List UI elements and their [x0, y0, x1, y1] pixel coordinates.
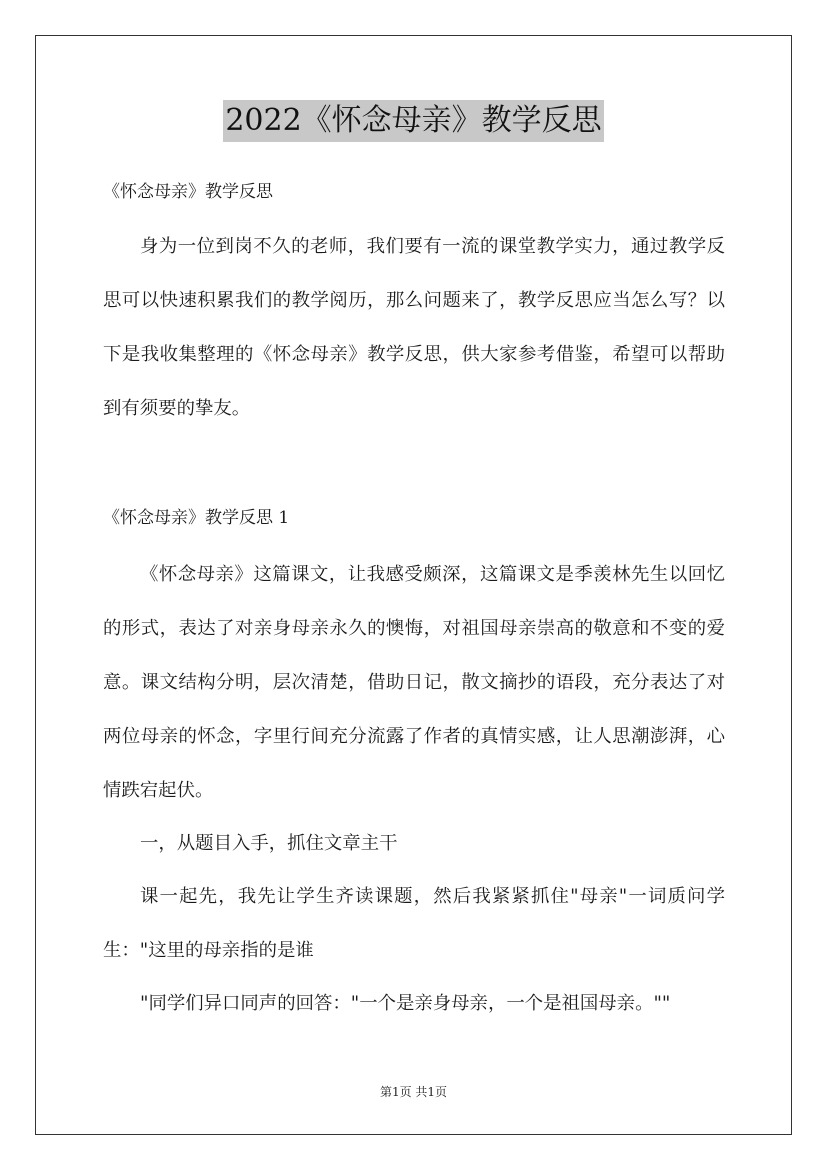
body-paragraph-2: 课一起先，我先让学生齐读课题，然后我紧紧抓住"母亲"一词质问学生："这里的母亲指的是谁: [103, 886, 725, 961]
quote-paragraph: "同学们异口同声的回答："一个是亲身母亲，一个是祖国母亲。"": [140, 993, 671, 1014]
subheading-1: 一，从题目入手，抓住文章主干: [140, 833, 398, 854]
document-title: 2022《怀念母亲》教学反思: [223, 100, 603, 142]
page-footer: 第1页 共1页: [379, 1085, 448, 1099]
section-heading: 《怀念母亲》教学反思 1: [103, 508, 290, 528]
body-paragraph-1: 《怀念母亲》这篇课文，让我感受颇深，这篇课文是季羡林先生以回忆的形式，表达了对亲身母亲永久的懊悔，对祖国母亲崇高的敬意和不变的爱意。课文结构分明，层次清楚，借助日记，散文摘抄的语段，充分表达了对两位母亲的怀念，字里行间充分流露了作者的真情实感，让人思潮澎湃，心情跌宕起伏。: [103, 564, 725, 801]
document-subtitle: 《怀念母亲》教学反思: [103, 182, 273, 202]
title-wrap: [0, 100, 827, 142]
intro-paragraph: 身为一位到岗不久的老师，我们要有一流的课堂教学实力，通过教学反思可以快速积累我们的教学阅历，那么问题来了，教学反思应当怎么写？以下是我收集整理的《怀念母亲》教学反思，供大家参考借鉴，希望可以帮助到有须要的挚友。: [103, 236, 725, 419]
